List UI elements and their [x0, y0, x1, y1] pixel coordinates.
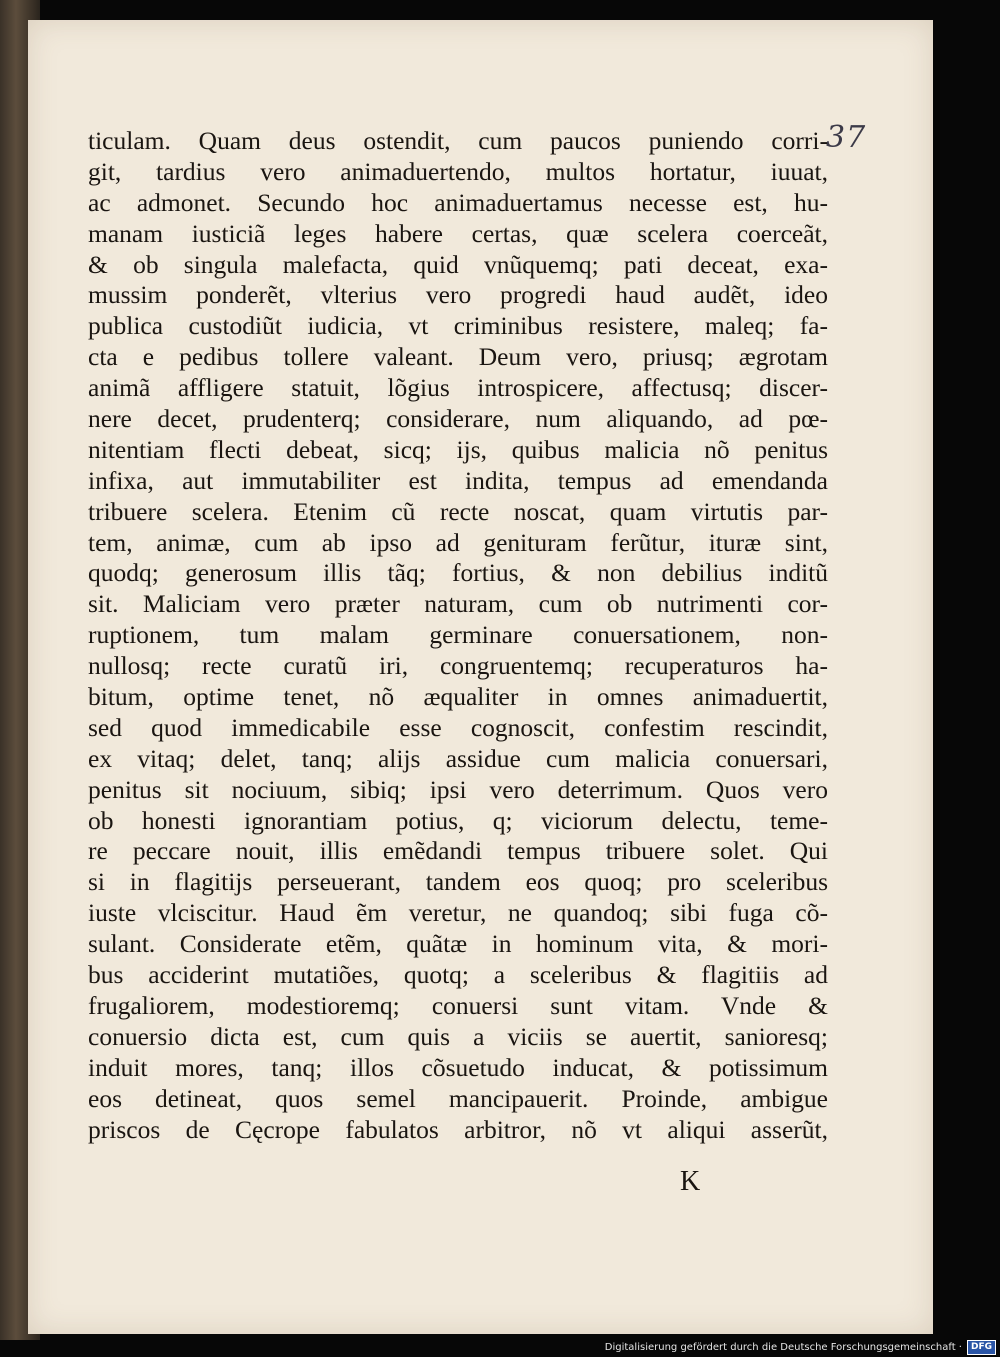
- dfg-logo: DFG: [967, 1340, 996, 1355]
- text-line: si in flagitijs perseuerant, tandem eos quoq; pro sceleribus: [88, 867, 828, 897]
- text-line: ex vitaq; delet, tanq; alijs assidue cum malicia conuersari,: [88, 743, 828, 773]
- signature-mark: K: [680, 1166, 701, 1197]
- text-line: sit. Maliciam vero præter naturam, cum ob nutrimenti cor-: [88, 589, 828, 619]
- text-line: bitum, optime tenet, nõ æqualiter in omnes animaduertit,: [88, 682, 828, 712]
- text-line: conuersio dicta est, cum quis a viciis se auertit, sanioresq;: [88, 1021, 828, 1051]
- text-line: eos detineat, quos semel mancipauerit. Proinde, ambigue: [88, 1083, 828, 1113]
- page-number: 37: [826, 120, 867, 155]
- text-line: nere decet, prudenterq; considerare, num aliquando, ad pœ-: [88, 404, 828, 434]
- text-line: animã affligere statuit, lõgius introspicere, affectusq; discer-: [88, 373, 828, 403]
- text-line: bus acciderint mutatiões, quotq; a sceleribus & flagitiis ad: [88, 960, 828, 990]
- text-line: iuste vlciscitur. Haud ẽm veretur, ne quandoq; sibi fuga cõ-: [88, 898, 828, 928]
- text-line: & ob singula malefacta, quid vnũquemq; pati deceat, exa-: [88, 249, 828, 279]
- text-line: publica custodiũt iudicia, vt criminibus resistere, maleq; fa-: [88, 311, 828, 341]
- text-line: tem, animæ, cum ab ipso ad genituram ferũtur, ituræ sint,: [88, 527, 828, 557]
- text-line: priscos de Cęcrope fabulatos arbitror, nõ vt aliqui asserũt,: [88, 1114, 828, 1144]
- text-line: infixa, aut immutabiliter est indita, tempus ad emendanda: [88, 465, 828, 495]
- text-line: nullosq; recte curatũ iri, congruentemq; recuperaturos ha-: [88, 651, 828, 681]
- text-line: re peccare nouit, illis emẽdandi tempus tribuere solet. Qui: [88, 836, 828, 866]
- text-line: quodq; generosum illis tãq; fortius, & non debilius inditũ: [88, 558, 828, 588]
- text-line: frugaliorem, modestioremq; conuersi sunt vitam. Vnde &: [88, 990, 828, 1020]
- text-line: mussim ponderẽt, vlterius vero progredi haud audẽt, ideo: [88, 280, 828, 310]
- text-line: ruptionem, tum malam germinare conuersationem, non-: [88, 620, 828, 650]
- text-line: sulant. Considerate etẽm, quãtæ in hominum vita, & mori-: [88, 929, 828, 959]
- text-line: ac admonet. Secundo hoc animaduertamus necesse est, hu-: [88, 187, 828, 217]
- text-line: nitentiam flecti debeat, sicq; ijs, quibus malicia nõ penitus: [88, 434, 828, 464]
- text-line: git, tardius vero animaduertendo, multos hortatur, iuuat,: [88, 156, 828, 186]
- text-line: induit mores, tanq; illos cõsuetudo inducat, & potissimum: [88, 1052, 828, 1082]
- body-text: [88, 126, 828, 1145]
- funding-credit-text: Digitalisierung gefördert durch die Deutsche Forschungsgemeinschaft ·: [604, 1341, 962, 1353]
- text-line: ticulam. Quam deus ostendit, cum paucos puniendo corri-: [88, 126, 828, 155]
- text-line: penitus sit nociuum, sibiq; ipsi vero deterrimum. Quos vero: [88, 774, 828, 804]
- text-line: tribuere scelera. Etenim cũ recte noscat, quam virtutis par-: [88, 496, 828, 526]
- footer-credit-bar: [605, 1337, 1000, 1357]
- text-line: cta e pedibus tollere valeant. Deum vero, priusq; ægrotam: [88, 342, 828, 372]
- text-line: manam iusticiã leges habere certas, quæ scelera coerceãt,: [88, 218, 828, 248]
- text-line: sed quod immedicabile esse cognoscit, confestim rescindit,: [88, 712, 828, 742]
- text-line: ob honesti ignorantiam potius, q; viciorum delectu, teme-: [88, 805, 828, 835]
